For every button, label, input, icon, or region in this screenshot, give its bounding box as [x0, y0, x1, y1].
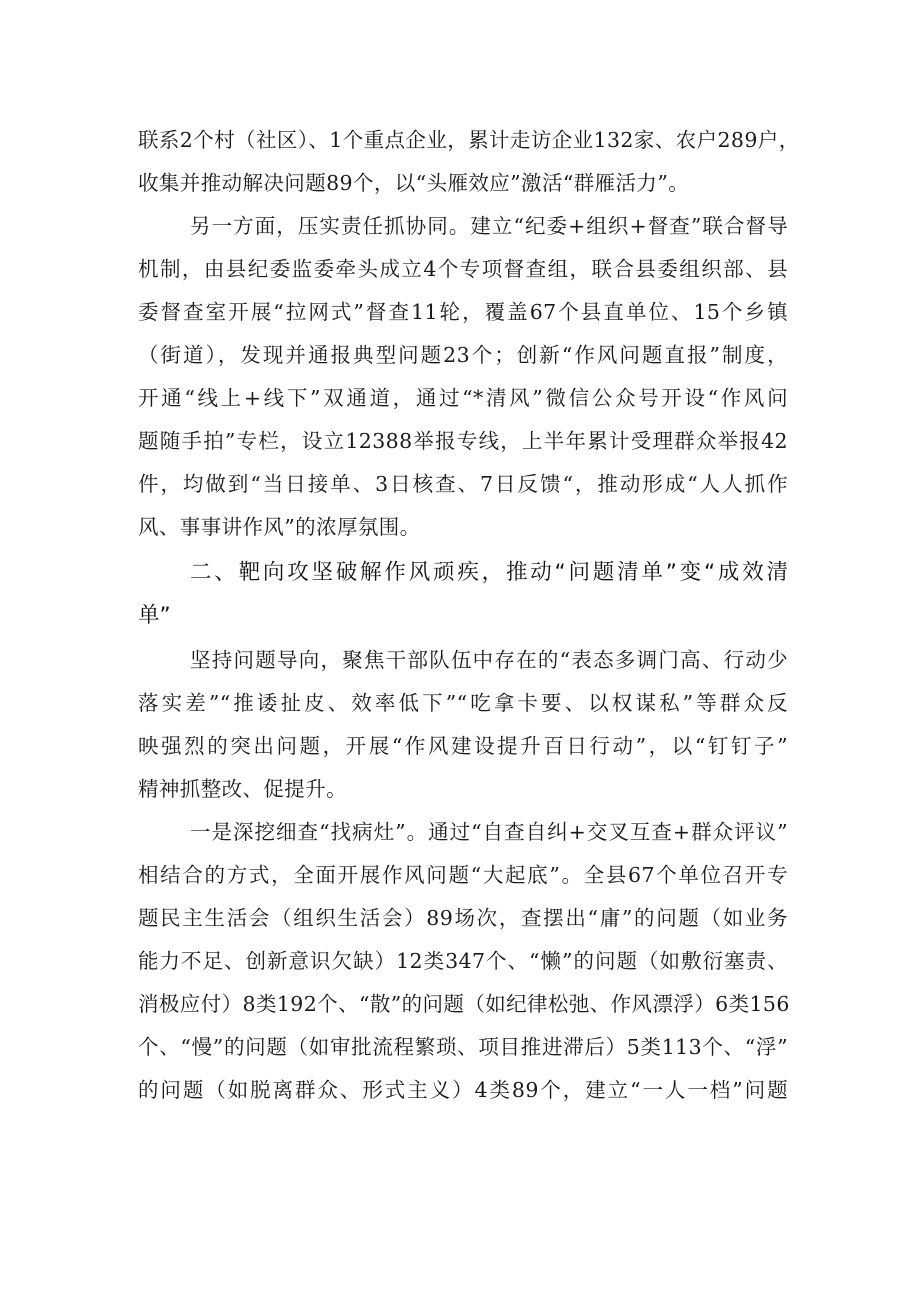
- paragraph-line: 题民主生活会（组织生活会）89场次，查摆出“庸”的问题（如业务: [138, 906, 788, 930]
- paragraph-line: 机制，由县纪委监委牵头成立4个专项督查组，联合县委组织部、县: [138, 257, 788, 281]
- paragraph-line: 精神抓整改、促提升。: [138, 777, 347, 801]
- paragraph-line: 映强烈的突出问题，开展“作风建设提升百日行动”，以“钉钉子”: [138, 734, 788, 758]
- paragraph-line: 消极应付）8类192个、“散”的问题（如纪律松弛、作风漂浮）6类156: [138, 992, 790, 1016]
- paragraph-line: 一是深挖细查“找病灶”。通过“自查自纠+交叉互查+群众评议”: [190, 820, 788, 844]
- paragraph-line: 的问题（如脱离群众、形式主义）4类89个，建立“一人一档”问题: [138, 1078, 788, 1102]
- paragraph-line: 另一方面，压实责任抓协同。建立“纪委+组织+督查”联合督导: [190, 214, 788, 238]
- paragraph-line: （街道），发现并通报典型问题23个；创新“作风问题直报”制度，: [138, 343, 788, 367]
- paragraph-line: 风、事事讲作风”的浓厚氛围。: [138, 515, 421, 539]
- paragraph-line: 相结合的方式，全面开展作风问题“大起底”。全县67个单位召开专: [138, 863, 788, 887]
- paragraph-line: 坚持问题导向，聚焦干部队伍中存在的“表态多调门高、行动少: [190, 648, 788, 672]
- paragraph-line: 能力不足、创新意识欠缺）12类347个、“懒”的问题（如敷衍塞责、: [138, 949, 788, 973]
- paragraph-line: 个、“慢”的问题（如审批流程繁琐、项目推进滞后）5类113个、“浮”: [138, 1035, 788, 1059]
- paragraph-line: 件，均做到“当日接单、3日核查、7日反馈“，推动形成“人人抓作: [138, 472, 788, 496]
- paragraph-line: 落实差”“推诿扯皮、效率低下”“吃拿卡要、以权谋私”等群众反: [138, 691, 788, 715]
- paragraph-line: 联系2个村（社区）、1个重点企业，累计走访企业132家、农户289户，: [138, 128, 800, 152]
- paragraph-line: 开通“线上+线下”双通道，通过“*清风”微信公众号开设“作风问: [138, 386, 788, 410]
- section-heading: 二、靶向攻坚破解作风顽疾，推动“问题清单”变“成效清: [190, 560, 788, 585]
- paragraph-line: 收集并推动解决问题89个，以“头雁效应”激活“群雁活力”。: [138, 171, 690, 195]
- paragraph-line: 题随手拍”专栏，设立12388举报专线，上半年累计受理群众举报42: [138, 429, 788, 453]
- paragraph-line: 委督查室开展“拉网式”督查11轮，覆盖67个县直单位、15个乡镇: [138, 300, 788, 324]
- section-heading: 单”: [138, 603, 171, 628]
